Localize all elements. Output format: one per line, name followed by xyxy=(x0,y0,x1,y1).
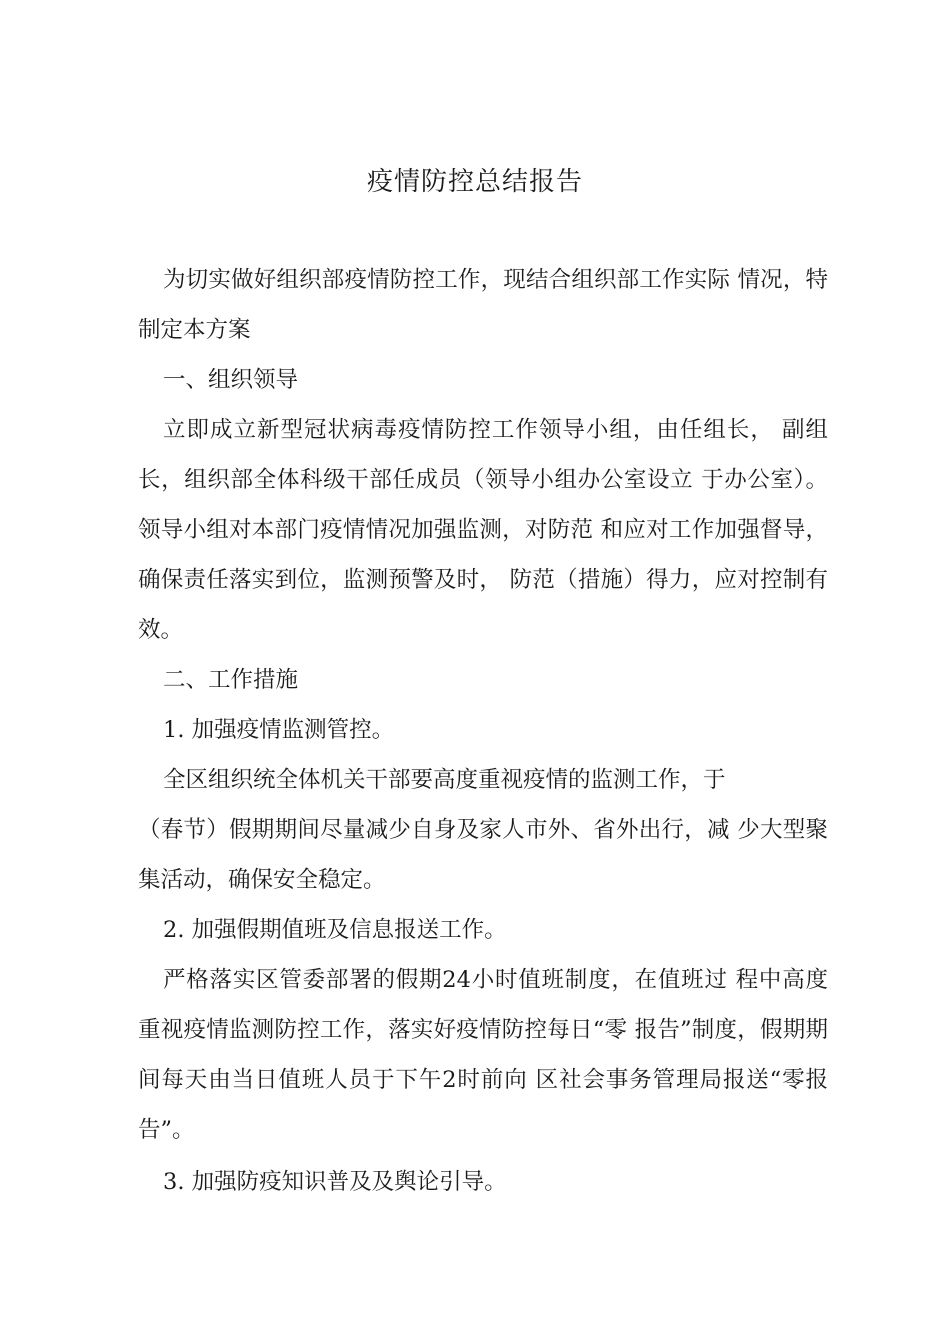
section-heading-organization: 一、组织领导 xyxy=(163,367,299,393)
measure-heading-1: 1. 加强疫情监测管控。 xyxy=(163,717,395,743)
organization-paragraph: 立即成立新型冠状病毒疫情防控工作领导小组，由任组长， 副组长，组织部全体科级干部任成员（领导小组办公室设立 于办公室）。领导小组对本部门疫情情况加强监测，对防范 和应对工作加强督导，确保责任落实到位，监测预警及时， 防范（措施）得力，应对控制有效。 xyxy=(138,417,828,643)
measure-1-paragraph-b: （春节）假期期间尽量减少自身及家人市外、省外出行，减 少大型聚集活动，确保安全稳定。 xyxy=(138,817,828,893)
measure-heading-2: 2. 加强假期值班及信息报送工作。 xyxy=(163,917,507,943)
measure-2-paragraph: 严格落实区管委部署的假期24小时值班制度，在值班过 程中高度重视疫情监测防控工作，落实好疫情防控每日“零 报告”制度，假期期间每天由当日值班人员于下午2时前向 区社会事务管理局报送“零报告”。 xyxy=(138,967,828,1143)
document-title: 疫情防控总结报告 xyxy=(366,167,583,197)
document-body xyxy=(138,255,828,1207)
section-heading-measures: 二、工作措施 xyxy=(163,667,299,693)
intro-paragraph: 为切实做好组织部疫情防控工作，现结合组织部工作实际 情况，特制定本方案 xyxy=(138,267,828,343)
measure-1-paragraph-a: 全区组织统全体机关干部要高度重视疫情的监测工作，于 xyxy=(163,767,726,793)
measure-heading-3: 3. 加强防疫知识普及及舆论引导。 xyxy=(163,1169,507,1195)
